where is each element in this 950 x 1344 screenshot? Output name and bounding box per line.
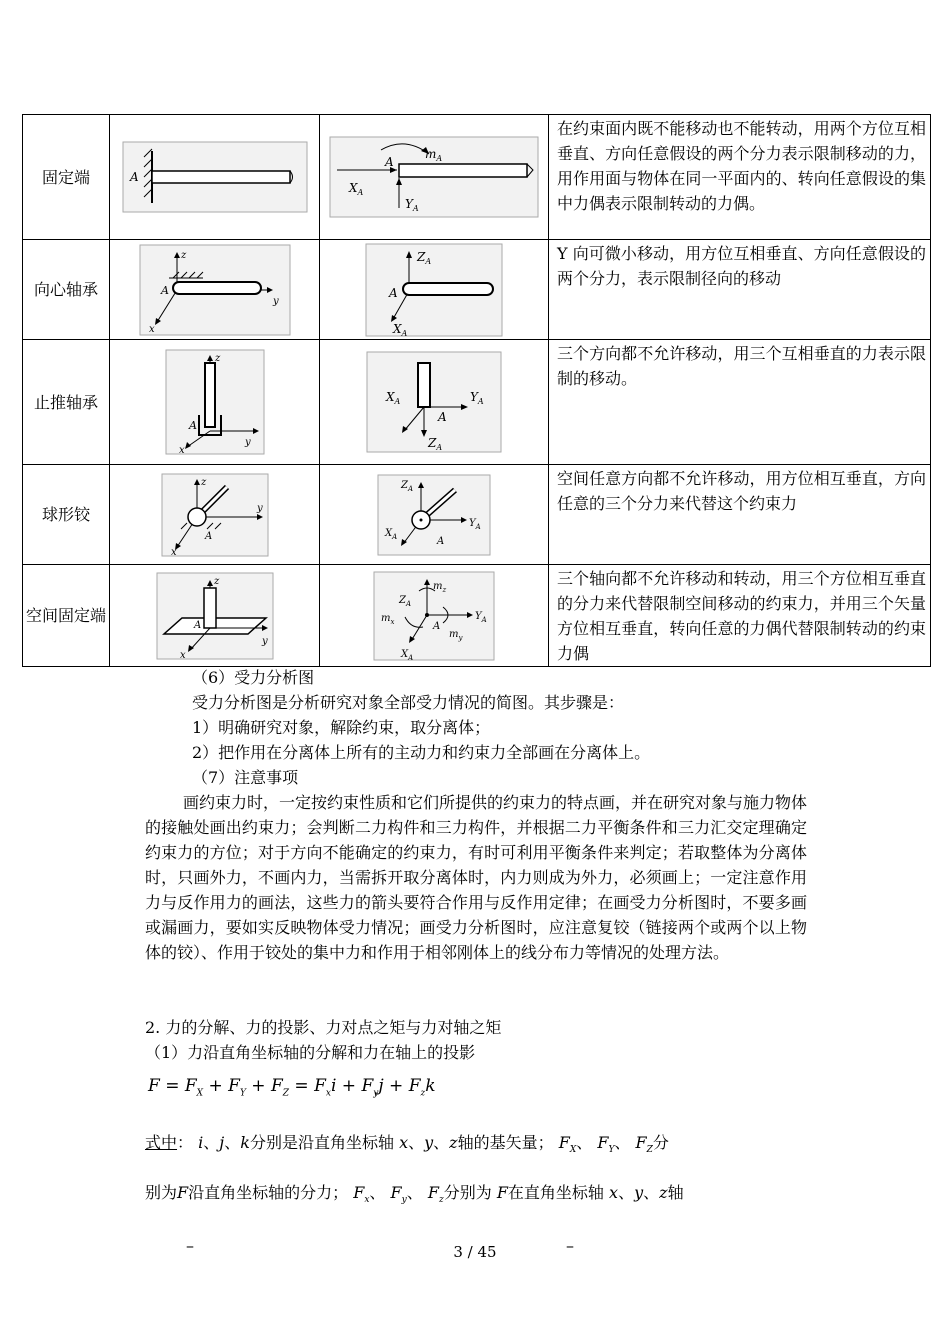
table-row — [23, 340, 931, 465]
thrust-bearing-force-figure — [320, 340, 549, 465]
svg-text:ZA: $Z_A$ — [401, 479, 414, 493]
svg-text:mA: $m_A$ — [425, 147, 443, 163]
table-row — [23, 465, 931, 565]
list-item: 1）明确研究对象，解除约束，取分离体； — [192, 718, 491, 737]
constraint-description: 空间任意方向都不允许移动，用方位相互垂直，方向任意的三个分力来代替这个约束力 — [549, 465, 931, 565]
ball-joint-force-figure — [320, 465, 549, 565]
svg-text:YA: $Y_A$ — [475, 610, 487, 624]
constraint-description: 在约束面内既不能移动也不能转动，用两个方位互相垂直、方向任意假设的两个分力表示限制移动的力，用作用面与物体在同一平面内的、转向任意假设的集中力偶表示限制转动的力偶。 — [549, 115, 931, 240]
svg-text:z: z — [213, 575, 219, 587]
constraint-name: 固定端 — [23, 115, 110, 240]
table-row — [23, 565, 931, 667]
svg-text:A: A — [438, 410, 447, 424]
constraint-name: 空间固定端 — [23, 565, 110, 667]
table-row — [23, 240, 931, 340]
list-item: 2）把作用在分离体上所有的主动力和约束力全部画在分离体上。 — [192, 743, 651, 762]
svg-text:A: A — [437, 535, 445, 547]
svg-text:ZA: $Z_A$ — [417, 249, 432, 266]
svg-text:A: A — [389, 285, 398, 300]
svg-text:A: A — [188, 419, 197, 432]
svg-text:ZA: $Z_A$ — [399, 594, 412, 608]
svg-text:x: x — [148, 323, 155, 335]
svg-text:XA: $X_A$ — [386, 390, 401, 406]
svg-text:mz: $m_z$ — [433, 580, 447, 594]
svg-text:YA: $Y_A$ — [469, 517, 481, 531]
thrust-bearing-figure — [110, 340, 320, 465]
svg-text:z: z — [200, 476, 206, 488]
svg-text:A: A — [204, 530, 212, 542]
svg-text:XA: $X_A$ — [401, 648, 414, 661]
svg-text:XA: $X_A$ — [385, 527, 398, 541]
svg-text:XA: $X_A$ — [393, 321, 408, 337]
radial-bearing-force-figure — [320, 240, 549, 340]
constraint-description: 三个轴向都不允许移动和转动，用三个方位相互垂直的分力来代替限制空间移动的约束力，并用三个矢量方位相互垂直，转向任意的力偶代替限制转动的约束力偶 — [549, 565, 931, 667]
svg-text:mx: $m_x$ — [381, 612, 395, 626]
paragraph: 受力分析图是分析研究对象全部受力情况的简图。其步骤是： — [192, 693, 625, 712]
equation-explanation-line: 式中： i、j、k分别是沿直角坐标轴 x、y、z轴的基矢量； $F_X$、 $F_Y$、 $F_Z$分 — [145, 1133, 669, 1156]
svg-text:my: $m_y$ — [449, 628, 463, 642]
svg-text:z: z — [214, 353, 220, 364]
equation-explanation-line: 别为F沿直角坐标轴的分力； $F_x$、 $F_y$、 $F_z$分别为 F在直角坐标轴 x、y、z轴 — [145, 1183, 684, 1206]
spatial-fixed-end-force-figure — [320, 565, 549, 667]
svg-text:x: x — [170, 546, 177, 557]
footer-mark: – — [186, 1236, 194, 1255]
radial-bearing-figure — [110, 240, 320, 340]
svg-text:XA: $X_A$ — [349, 181, 364, 197]
svg-text:x: x — [179, 649, 186, 660]
constraint-name: 向心轴承 — [23, 240, 110, 340]
svg-text:A: A — [385, 155, 394, 169]
paragraph: 画约束力时，一定按约束性质和它们所提供的约束力的特点画，并在研究对象与施力物体的接触处画出约束力；会判断二力构件和三力构件，并根据二力平衡条件和三力汇交定理确定约束力的方位；对于方向不能确定的约束力，有时可利用平衡条件来判定；若取整体为分离体时，只画外力，不画内力，当需拆开取分离体时，内力则成为外力，必须画上；一定注意作用力与反作用力的画法，这些力的箭头要符合作用与反作用定律；在画受力分析图时，不要多画或漏画力，要如实反映物体受力情况；画受力分析图时，应注意复铰（链接两个或两个以上物体的铰）、作用于铰处的集中力和作用于相邻刚体上的线分布力等情况的处理方法。 — [145, 793, 808, 962]
constraint-name: 球形铰 — [23, 465, 110, 565]
svg-text:A: A — [433, 620, 441, 632]
svg-text:A: A — [193, 619, 201, 631]
svg-text:z: z — [180, 249, 186, 261]
constraint-name: 止推轴承 — [23, 340, 110, 465]
constraint-table — [22, 114, 931, 667]
ball-joint-figure — [110, 465, 320, 565]
section-heading: （7）注意事项 — [192, 768, 299, 787]
fixed-end-figure — [110, 115, 320, 240]
fixed-end-force-figure — [320, 115, 549, 240]
svg-text:A: A — [129, 170, 139, 184]
svg-text:y: y — [244, 437, 251, 448]
spatial-fixed-end-figure — [110, 565, 320, 667]
footer-mark: – — [566, 1236, 574, 1255]
svg-text:A: A — [160, 283, 169, 297]
svg-text:y: y — [261, 635, 268, 647]
table-row — [23, 115, 931, 240]
svg-text:y: y — [272, 295, 279, 307]
svg-text:y: y — [256, 502, 263, 514]
section-heading: （6）受力分析图 — [192, 668, 315, 687]
svg-text:ZA: $Z_A$ — [428, 436, 443, 452]
svg-text:x: x — [178, 445, 185, 455]
page-number: 3 / 45 — [453, 1243, 497, 1261]
constraint-description: 三个方向都不允许移动，用三个互相垂直的力表示限制的移动。 — [549, 340, 931, 465]
section-heading: 2. 力的分解、力的投影、力对点之矩与力对轴之矩 — [145, 1018, 502, 1037]
force-decomposition-equation: $F = F_X + F_Y + F_Z = F_xi + F_yj + F_zk$ — [148, 1076, 436, 1099]
section-heading: （1）力沿直角坐标轴的分解和力在轴上的投影 — [145, 1043, 476, 1062]
svg-text:YA: $Y_A$ — [405, 197, 419, 213]
svg-text:YA: $Y_A$ — [470, 390, 484, 406]
constraint-description: Y 向可微小移动，用方位互相垂直、方向任意假设的两个分力，表示限制径向的移动 — [549, 240, 931, 340]
